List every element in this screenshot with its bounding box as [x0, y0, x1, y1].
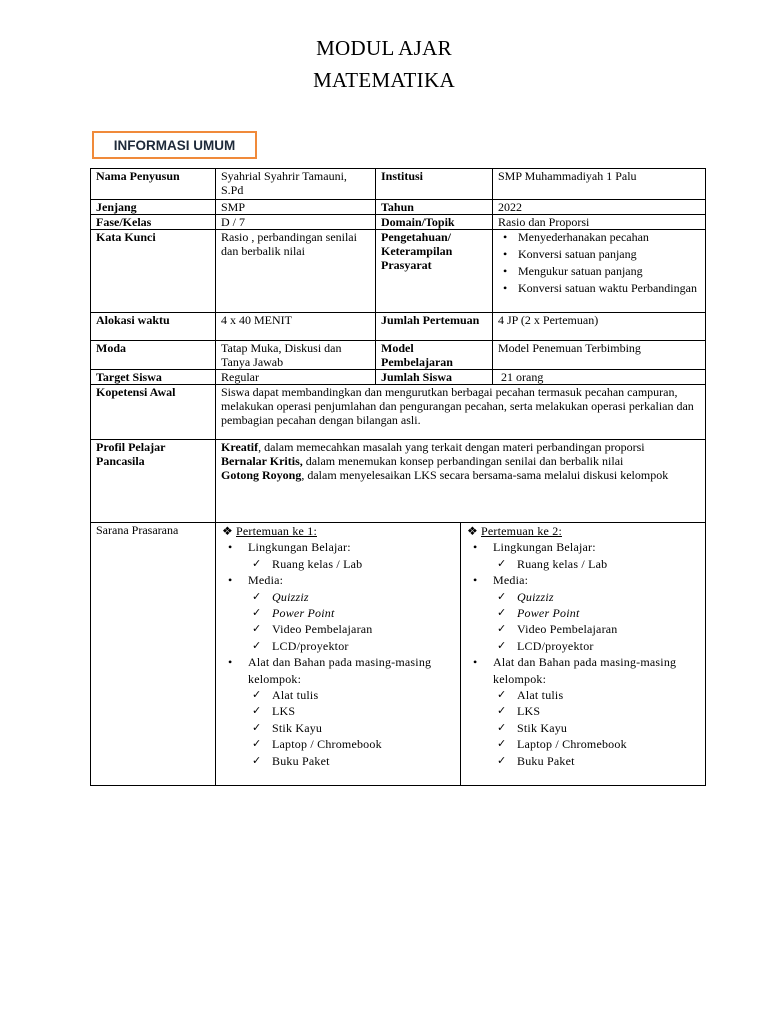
label-profil: [91, 440, 216, 523]
label-profil-line1: Profil Pelajar: [96, 440, 166, 454]
profil-bernalar-title: Bernalar Kritis,: [221, 454, 303, 468]
list-item: • Lingkungan Belajar:: [248, 539, 456, 555]
meeting-2: [461, 523, 705, 785]
label-domain-topik: Domain/Topik: [376, 215, 493, 230]
table-row: [91, 215, 706, 230]
label-target-siswa: Target Siswa: [91, 370, 216, 385]
value-tahun: 2022: [493, 200, 706, 215]
list-item: ✓ Stik Kayu: [517, 720, 701, 736]
diamond-bullet-icon: ❖: [222, 524, 233, 538]
title-line-2: MATEMATIKA: [313, 68, 455, 92]
profil-gotong-text: , dalam menyelesaikan LKS secara bersama-sama melalui diskusi kelompok: [301, 468, 669, 482]
table-row: [91, 523, 706, 786]
label-jenjang: Jenjang: [91, 200, 216, 215]
list-item: ✓ Buku Paket: [517, 753, 701, 769]
label-tahun: Tahun: [376, 200, 493, 215]
list-item: • Media:: [493, 572, 701, 588]
meeting-1: [216, 523, 461, 785]
profil-bernalar: [221, 454, 700, 468]
list-item: • Alat dan Bahan pada masing-masing kelompok:: [493, 654, 701, 687]
label-moda: Moda: [91, 341, 216, 370]
list-item: ✓ Alat tulis: [272, 687, 456, 703]
list-item: ✓ Stik Kayu: [272, 720, 456, 736]
list-item: • Lingkungan Belajar:: [493, 539, 701, 555]
list-item: ✓ Power Point: [272, 605, 456, 621]
info-table: [90, 168, 706, 786]
label-model-pembelajaran: Model Pembelajaran: [376, 341, 493, 370]
table-row: [91, 341, 706, 370]
profil-kreatif-title: Kreatif: [221, 440, 259, 454]
list-item: • Alat dan Bahan pada masing-masing kelompok:: [248, 654, 456, 687]
value-target-siswa: Regular: [216, 370, 376, 385]
table-row: [91, 169, 706, 200]
value-kata-kunci: Rasio , perbandingan senilai dan berbalik nilai: [216, 230, 376, 313]
profil-bernalar-text: dalam menemukan konsep perbandingan senilai dan berbalik nilai: [302, 454, 624, 468]
value-jumlah-pertemuan: 4 JP (2 x Pertemuan): [493, 313, 706, 341]
label-sarana: Sarana Prasarana: [91, 523, 216, 786]
value-model-pembelajaran: Model Penemuan Terbimbing: [493, 341, 706, 370]
list-item: ✓ Ruang kelas / Lab: [517, 556, 701, 572]
list-item: ✓ Video Pembelajaran: [272, 621, 456, 637]
label-profil-line2: Pancasila: [96, 454, 145, 468]
label-pengetahuan-line3: Prasyarat: [381, 258, 432, 272]
list-item: • Mengukur satuan panjang: [518, 264, 700, 278]
profil-gotong-title: Gotong Royong: [221, 468, 302, 482]
label-kompetensi-awal: Kopetensi Awal: [91, 385, 216, 440]
value-fase-kelas: D / 7: [216, 215, 376, 230]
list-item: ✓ Laptop / Chromebook: [517, 736, 701, 752]
list-item: ✓ LCD/proyektor: [272, 638, 456, 654]
label-institusi: Institusi: [376, 169, 493, 200]
value-domain-topik: Rasio dan Proporsi: [493, 215, 706, 230]
meeting-1-title: ❖ Pertemuan ke 1:: [222, 524, 317, 538]
profil-gotong: [221, 468, 700, 482]
value-institusi: SMP Muhammadiyah 1 Palu: [493, 169, 706, 200]
list-item: ✓ Ruang kelas / Lab: [272, 556, 456, 572]
label-fase-kelas: Fase/Kelas: [91, 215, 216, 230]
diamond-bullet-icon: ❖: [467, 524, 478, 538]
table-row: [91, 200, 706, 215]
list-item: • Konversi satuan waktu Perbandingan: [518, 281, 700, 295]
list-item: ✓ Power Point: [517, 605, 701, 621]
label-jumlah-siswa: Jumlah Siswa: [376, 370, 493, 385]
label-pengetahuan-line2: Keterampilan: [381, 244, 453, 258]
value-nama-penyusun: Syahrial Syahrir Tamauni, S.Pd: [216, 169, 376, 200]
meeting-2-title: ❖ Pertemuan ke 2:: [467, 524, 562, 538]
list-item: ✓ Alat tulis: [517, 687, 701, 703]
list-item: ✓ Laptop / Chromebook: [272, 736, 456, 752]
list-item: ✓ LCD/proyektor: [517, 638, 701, 654]
value-moda: Tatap Muka, Diskusi dan Tanya Jawab: [216, 341, 376, 370]
profil-kreatif: [221, 440, 700, 454]
list-item: ✓ LKS: [517, 703, 701, 719]
label-alokasi-waktu: Alokasi waktu: [91, 313, 216, 341]
table-row: [91, 230, 706, 313]
prasyarat-list: [498, 230, 700, 295]
title-line-1: MODUL AJAR: [316, 36, 452, 60]
list-item: • Menyederhanakan pecahan: [518, 230, 700, 244]
list-item: ✓ Buku Paket: [272, 753, 456, 769]
list-item: ✓ Quizziz: [272, 589, 456, 605]
value-sarana: [216, 523, 706, 786]
list-item: ✓ Video Pembelajaran: [517, 621, 701, 637]
list-item: ✓ LKS: [272, 703, 456, 719]
value-profil: [216, 440, 706, 523]
table-row: [91, 440, 706, 523]
list-item: • Konversi satuan panjang: [518, 247, 700, 261]
label-kata-kunci: Kata Kunci: [91, 230, 216, 313]
value-jenjang: SMP: [216, 200, 376, 215]
value-alokasi-waktu: 4 x 40 MENIT: [216, 313, 376, 341]
label-pengetahuan-line1: Pengetahuan/: [381, 230, 452, 244]
value-kompetensi-awal: Siswa dapat membandingkan dan mengurutkan berbagai pecahan termasuk pecahan campuran, melakukan operasi penjumlahan dan pengurangan pecahan, serta melakukan operasi perkalian dan pembagian pecahan dengan bilangan asli.: [216, 385, 706, 440]
label-jumlah-pertemuan: Jumlah Pertemuan: [376, 313, 493, 341]
table-row: [91, 370, 706, 385]
profil-kreatif-text: , dalam memecahkan masalah yang terkait dengan materi perbandingan proporsi: [258, 440, 645, 454]
label-pengetahuan: [376, 230, 493, 313]
section-label-informasi-umum: INFORMASI UMUM: [92, 131, 257, 159]
value-pengetahuan: [493, 230, 706, 313]
table-row: [91, 313, 706, 341]
value-jumlah-siswa: 21 orang: [493, 370, 706, 385]
list-item: • Media:: [248, 572, 456, 588]
table-row: [91, 385, 706, 440]
list-item: ✓ Quizziz: [517, 589, 701, 605]
label-nama-penyusun: Nama Penyusun: [91, 169, 216, 200]
